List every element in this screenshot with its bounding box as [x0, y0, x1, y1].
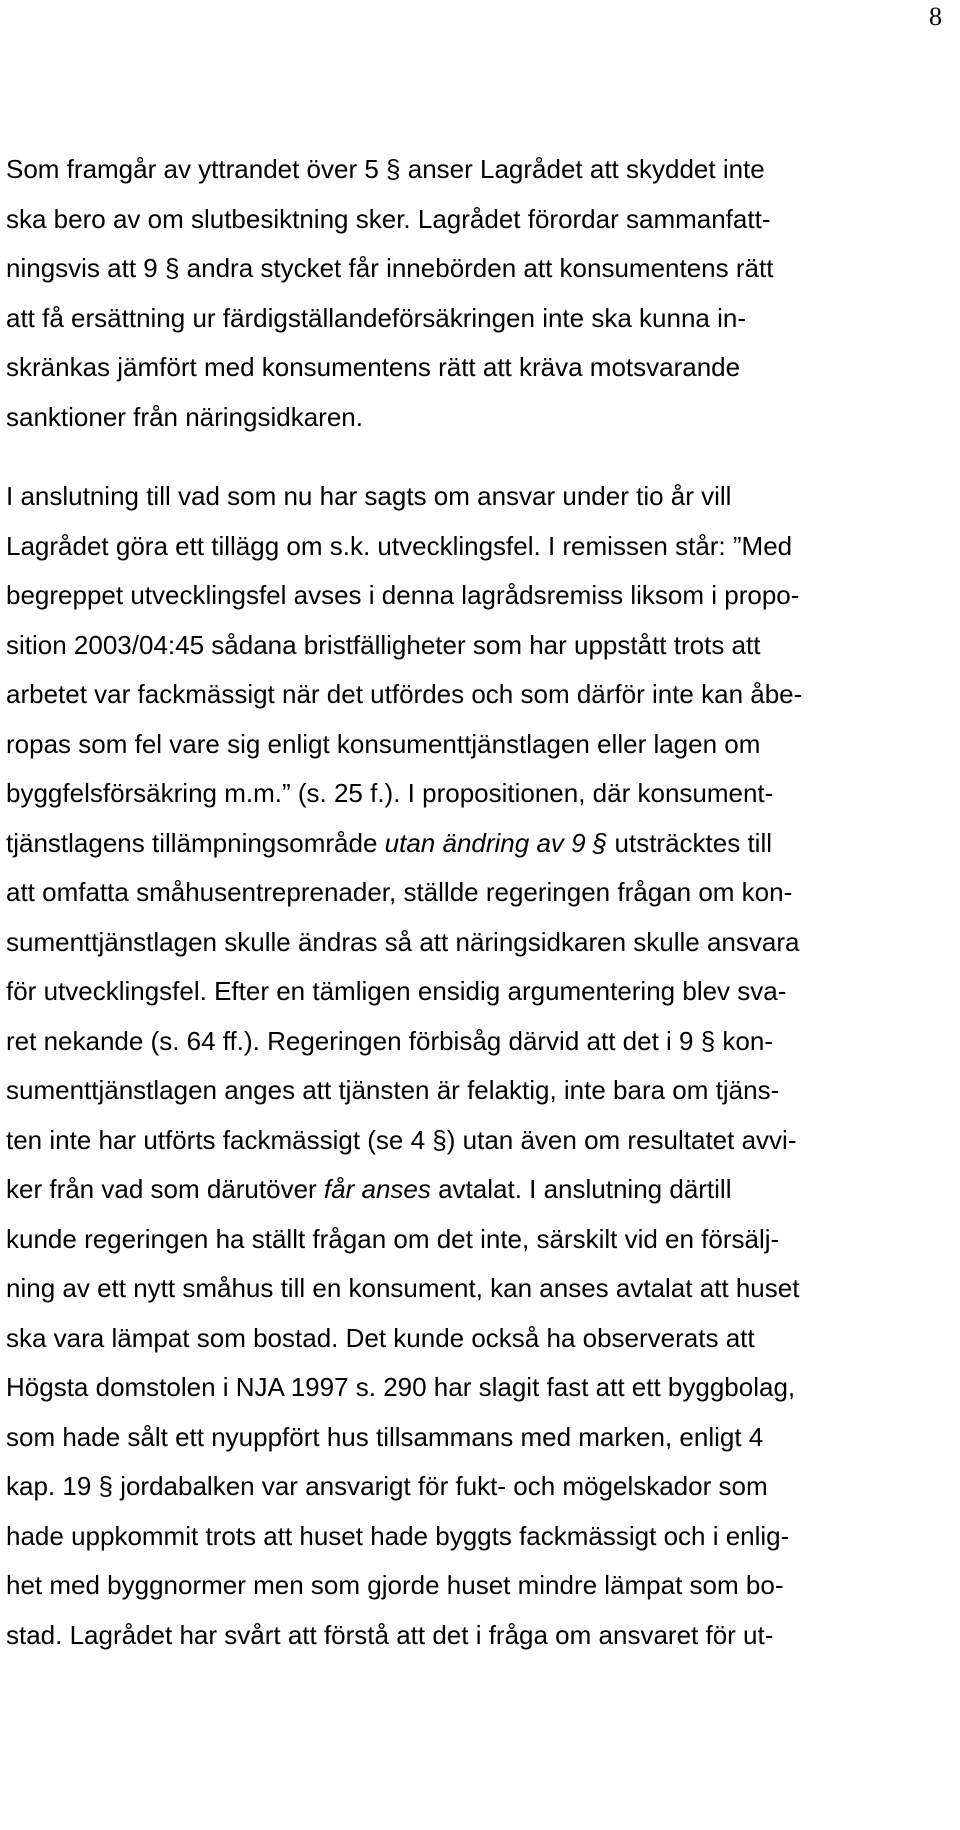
text-line	[6, 1162, 732, 1216]
text-run: avtalat. I anslutning därtill	[430, 1174, 732, 1204]
text-run: Lagrådet göra ett tillägg om s.k. utvecklingsfel. I remissen står: ”Med	[6, 531, 793, 561]
text-line	[6, 816, 772, 870]
text-run: sumenttjänstlagen anges att tjänsten är felaktig, inte bara om tjäns-	[6, 1075, 780, 1105]
text-run: Som framgår av yttrandet över 5 § anser Lagrådet att skyddet inte	[6, 154, 765, 184]
text-run: byggfelsförsäkring m.m.” (s. 25 f.). I propositionen, där konsument-	[6, 778, 774, 808]
text-line	[6, 390, 363, 444]
text-line	[6, 1410, 763, 1464]
text-line	[6, 1063, 779, 1117]
text-run: tjänstlagens tillämpningsområde	[6, 828, 385, 858]
text-run: sumenttjänstlagen skulle ändras så att näringsidkaren skulle ansvara	[6, 927, 800, 957]
text-run: ska bero av om slutbesiktning sker. Lagrådet förordar sammanfatt-	[6, 204, 771, 234]
text-line	[6, 1113, 796, 1167]
text-line	[6, 469, 731, 523]
text-run: ningsvis att 9 § andra stycket får innebörden att konsumentens rätt	[6, 253, 774, 283]
text-line	[6, 1311, 755, 1365]
text-run: begreppet utvecklingsfel avses i denna lagrådsremiss liksom i propo-	[6, 580, 800, 610]
text-line	[6, 291, 746, 345]
text-run: Högsta domstolen i NJA 1997 s. 290 har slagit fast att ett byggbolag,	[6, 1372, 796, 1402]
text-line	[6, 865, 792, 919]
text-line	[6, 340, 740, 394]
text-run: hade uppkommit trots att huset hade byggts fackmässigt och i enlig-	[6, 1521, 790, 1551]
text-run: skränkas jämfört med konsumentens rätt att kräva motsvarande	[6, 352, 741, 382]
text-line	[6, 964, 786, 1018]
text-run: ret nekande (s. 64 ff.). Regeringen förbisåg därvid att det i 9 § kon-	[6, 1026, 773, 1056]
text-line	[6, 1212, 779, 1266]
text-run: ning av ett nytt småhus till en konsument, kan anses avtalat att huset	[6, 1273, 800, 1303]
text-line	[6, 1608, 773, 1662]
text-run: sanktioner från näringsidkaren.	[6, 402, 363, 432]
text-run: stad. Lagrådet har svårt att förstå att det i fråga om ansvaret för ut-	[6, 1620, 774, 1650]
text-run: att omfatta småhusentreprenader, ställde regeringen frågan om kon-	[6, 877, 793, 907]
text-run: utsträcktes till	[607, 828, 772, 858]
text-line	[6, 1014, 773, 1068]
text-line	[6, 519, 792, 573]
text-line	[6, 915, 799, 969]
text-run: för utvecklingsfel. Efter en tämligen ensidig argumentering blev sva-	[6, 976, 787, 1006]
text-line	[6, 1360, 795, 1414]
text-line	[6, 618, 760, 672]
text-run: ten inte har utförts fackmässigt (se 4 §) utan även om resultatet avvi-	[6, 1125, 797, 1155]
text-run: kunde regeringen ha ställt frågan om det inte, särskilt vid en försälj-	[6, 1224, 780, 1254]
text-run: ropas som fel vare sig enligt konsumenttjänstlagen eller lagen om	[6, 729, 761, 759]
italic-text: får anses	[323, 1174, 431, 1204]
text-line	[6, 241, 773, 295]
text-run: het med byggnormer men som gjorde huset mindre lämpat som bo-	[6, 1570, 784, 1600]
italic-text: utan ändring av 9 §	[384, 828, 608, 858]
text-line	[6, 568, 799, 622]
text-line	[6, 1261, 799, 1315]
text-run: kap. 19 § jordabalken var ansvarigt för fukt- och mögelskador som	[6, 1471, 768, 1501]
text-line	[6, 766, 773, 820]
text-line	[6, 1509, 789, 1563]
text-run: att få ersättning ur färdigställandeförsäkringen inte ska kunna in-	[6, 303, 746, 333]
text-line	[6, 1459, 768, 1513]
text-run: sition 2003/04:45 sådana bristfälligheter som har uppstått trots att	[6, 630, 761, 660]
text-run: I anslutning till vad som nu har sagts om ansvar under tio år vill	[6, 481, 732, 511]
text-line	[6, 717, 760, 771]
text-line	[6, 1558, 783, 1612]
text-run: arbetet var fackmässigt när det utfördes och som därför inte kan åbe-	[6, 679, 803, 709]
text-line	[6, 142, 765, 196]
page-number: 8	[929, 2, 942, 31]
text-run: ska vara lämpat som bostad. Det kunde också ha observerats att	[6, 1323, 755, 1353]
text-line	[6, 667, 802, 721]
text-run: som hade sålt ett nyuppfört hus tillsammans med marken, enligt 4	[6, 1422, 764, 1452]
text-line	[6, 192, 770, 246]
text-run: ker från vad som därutöver	[6, 1174, 324, 1204]
